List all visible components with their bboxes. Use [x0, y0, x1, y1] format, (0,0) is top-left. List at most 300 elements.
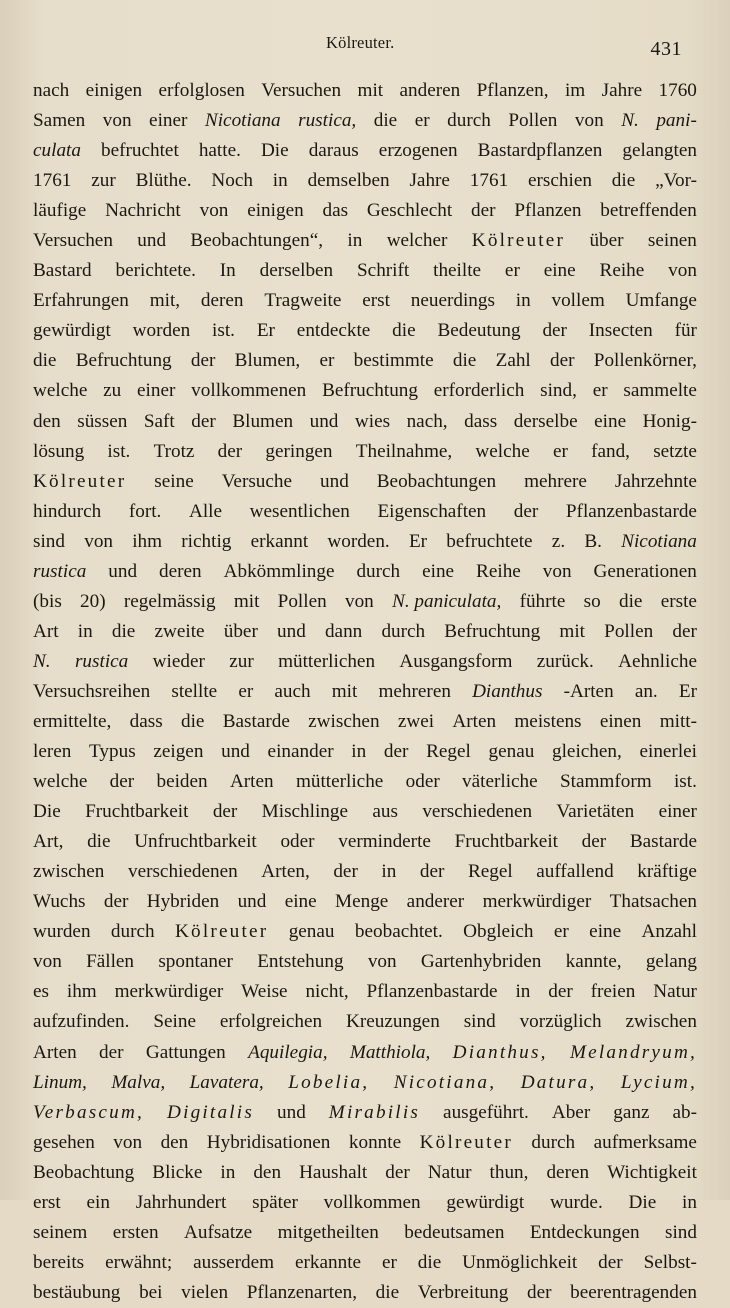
- word: welche: [33, 380, 88, 402]
- word: Selbst-: [643, 1251, 697, 1273]
- word: bestimmte: [353, 350, 434, 372]
- word: Beobachtung: [33, 1161, 135, 1183]
- word: Aufsatze: [184, 1221, 253, 1243]
- running-head: Kölreuter.: [326, 33, 395, 52]
- word: Geschlecht: [366, 200, 453, 222]
- word: läufige: [33, 200, 87, 222]
- word: eine: [589, 921, 622, 943]
- word: durch: [447, 110, 491, 132]
- word: er: [381, 1251, 397, 1273]
- word: derselbe: [513, 410, 578, 432]
- word: der: [550, 350, 575, 372]
- word: vielen: [181, 1281, 229, 1303]
- text-line: [33, 166, 697, 196]
- word: aus: [372, 801, 398, 823]
- word: von: [102, 110, 132, 132]
- word: sind: [33, 530, 65, 552]
- word: er: [552, 440, 568, 462]
- word: über: [589, 230, 624, 252]
- word: ab-: [672, 1101, 697, 1123]
- word: Befruchtung: [444, 620, 541, 642]
- text-line: [33, 917, 697, 947]
- word: Weise: [241, 981, 288, 1003]
- word: konnte: [348, 1131, 402, 1153]
- word: Pflanzen: [514, 200, 582, 222]
- word: culata: [33, 140, 81, 162]
- word: Art,: [33, 831, 64, 853]
- word: Abkömmlinge: [223, 560, 335, 582]
- word: beerentragenden: [570, 1281, 697, 1303]
- text-line: [33, 1007, 697, 1037]
- text-line: [33, 887, 697, 917]
- word: deren: [159, 560, 202, 582]
- word: meistens: [514, 710, 582, 732]
- word: bedeutsamen: [404, 1221, 505, 1243]
- text-line: [33, 857, 697, 887]
- word: Kölreuter: [174, 921, 269, 943]
- word: in: [381, 861, 397, 883]
- word: Wuchs: [33, 891, 86, 913]
- word: ist.: [673, 771, 697, 793]
- word: später: [252, 1191, 298, 1213]
- word: der: [471, 200, 496, 222]
- word: Reihe: [476, 560, 521, 582]
- word: Pollen: [604, 620, 654, 642]
- text-line: [33, 136, 697, 166]
- text-line: [33, 557, 697, 587]
- word: Pflanzenbastarde: [565, 500, 697, 522]
- word: seinem: [33, 1221, 88, 1243]
- word: einer: [658, 801, 697, 823]
- word: wurden: [33, 921, 91, 943]
- word: Die: [628, 1191, 657, 1213]
- word: ermittelte,: [33, 710, 112, 732]
- word: lösung: [33, 440, 85, 462]
- word: erste: [660, 590, 697, 612]
- word: einen: [599, 710, 642, 732]
- word: der: [672, 620, 697, 642]
- word: ausserdem: [193, 1251, 275, 1273]
- word: einer: [137, 380, 176, 402]
- word: Schrift: [357, 260, 410, 282]
- word: Pflanzen,: [476, 80, 549, 101]
- word: er: [238, 680, 254, 702]
- word: der: [383, 741, 409, 763]
- word: Nicotiana: [204, 110, 281, 132]
- word: Beobachtungen“,: [190, 230, 324, 252]
- word: mitt-: [659, 710, 697, 732]
- word: ist.: [212, 320, 235, 342]
- word: gewürdigt: [446, 1191, 525, 1213]
- word: Bastardpflanzen: [477, 140, 603, 162]
- word: die: [373, 110, 398, 132]
- word: Er: [256, 320, 275, 342]
- word: die: [87, 831, 111, 853]
- word: entdeckte: [296, 320, 371, 342]
- word: Befruchtung: [322, 380, 418, 402]
- word: Datura,: [520, 1071, 597, 1093]
- text-line: [33, 707, 697, 737]
- word: wesentlichen: [249, 500, 350, 522]
- word: Ausgangsform: [399, 650, 513, 672]
- word: und: [237, 891, 267, 913]
- word: Kölreuter: [471, 230, 566, 252]
- word: ein: [86, 1191, 110, 1213]
- word: Jahre: [409, 170, 450, 192]
- word: einerlei: [639, 741, 697, 763]
- word: dass: [464, 410, 498, 432]
- text-line: [33, 76, 697, 106]
- word: Blicke: [152, 1161, 203, 1183]
- word: gelang: [645, 951, 697, 973]
- word: von: [344, 590, 374, 612]
- text-line: [33, 407, 697, 437]
- word: 1760: [658, 80, 697, 101]
- word: B.: [584, 530, 602, 552]
- word: verschiedenen: [127, 861, 238, 883]
- word: er: [319, 350, 335, 372]
- word: der: [527, 1281, 552, 1303]
- text-line: [33, 1128, 697, 1158]
- word: auch: [274, 680, 311, 702]
- word: erfolgreichen: [219, 1011, 323, 1033]
- word: auffallend: [536, 861, 614, 883]
- word: zurück.: [536, 650, 594, 672]
- word: worden: [132, 320, 191, 342]
- word: anderer: [406, 891, 465, 913]
- word: wieder: [152, 650, 205, 672]
- word: der: [385, 1161, 410, 1183]
- word: Anzahl: [641, 921, 697, 943]
- word: 20): [80, 590, 106, 612]
- word: eine: [284, 891, 317, 913]
- text-line: [33, 346, 697, 376]
- word: den: [160, 1131, 189, 1153]
- word: Kölreuter: [33, 470, 127, 492]
- text-line: [33, 527, 697, 557]
- word: mit: [357, 80, 384, 101]
- text-line: [33, 1248, 697, 1278]
- word: von: [113, 1131, 143, 1153]
- word: Arten,: [261, 861, 310, 883]
- word: Linum,: [33, 1071, 87, 1093]
- text-line: [33, 316, 697, 346]
- word: Jahrzehnte: [614, 470, 697, 492]
- word: zwischen: [33, 861, 105, 883]
- text-line: [33, 617, 697, 647]
- word: Verbascum,: [33, 1101, 144, 1123]
- word: erst: [362, 290, 390, 312]
- word: Dianthus,: [452, 1041, 548, 1063]
- word: der: [513, 500, 539, 522]
- word: Kreuzungen: [346, 1011, 440, 1033]
- word: Arten: [452, 710, 497, 732]
- word: erfolglosen: [158, 80, 245, 101]
- text-line: [33, 437, 697, 467]
- word: Pollen: [508, 110, 558, 132]
- word: so: [583, 590, 601, 612]
- word: Arten: [33, 1041, 77, 1063]
- word: Unfruchtbarkeit: [134, 831, 257, 853]
- word: vollkommen: [323, 1191, 421, 1213]
- text-line: [33, 286, 697, 316]
- word: Alle: [188, 500, 223, 522]
- word: leren: [33, 741, 72, 763]
- word: der: [191, 410, 216, 432]
- word: derselben: [259, 260, 334, 282]
- word: gelangten: [622, 140, 697, 162]
- word: ihm: [66, 981, 97, 1003]
- word: der: [548, 981, 573, 1003]
- word: in: [77, 620, 93, 642]
- word: Insecten: [588, 320, 653, 342]
- word: Unmöglichkeit: [462, 1251, 578, 1273]
- text-line: [33, 587, 697, 617]
- word: von: [33, 951, 62, 973]
- word: hindurch: [33, 500, 102, 522]
- word: zur: [229, 650, 254, 672]
- word: rustica: [33, 560, 87, 582]
- word: gleichen,: [552, 741, 622, 763]
- word: durch: [381, 620, 426, 642]
- word: Umfange: [625, 290, 697, 312]
- word: mitgetheilten: [277, 1221, 379, 1243]
- word: erforderlich: [433, 380, 525, 402]
- word: und: [221, 741, 250, 763]
- word: Saft: [143, 410, 175, 432]
- word: verminderte: [338, 831, 431, 853]
- text-line: [33, 737, 697, 767]
- word: sind: [665, 1221, 697, 1243]
- word: von: [542, 560, 572, 582]
- text-line: [33, 647, 697, 677]
- word: in: [351, 741, 367, 763]
- word: erkannt: [250, 530, 309, 552]
- word: in: [220, 1161, 236, 1183]
- word: zur: [91, 170, 116, 192]
- word: Pollen: [277, 590, 327, 612]
- word: durch: [356, 560, 401, 582]
- word: z.: [551, 530, 566, 552]
- word: zwischen: [625, 1011, 697, 1033]
- word: es: [33, 981, 49, 1003]
- word: Versuchen: [261, 80, 342, 101]
- text-line: [33, 256, 697, 286]
- word: aufmerksame: [593, 1131, 697, 1153]
- word: Arten: [229, 771, 274, 793]
- word: die: [611, 170, 636, 192]
- word: Melandryum,: [569, 1041, 697, 1063]
- word: Honig-: [642, 410, 697, 432]
- word: Blüthe.: [135, 170, 192, 192]
- word: Bastarde: [629, 831, 697, 853]
- word: die: [618, 590, 643, 612]
- word: durch: [110, 921, 155, 943]
- word: N.: [33, 650, 51, 672]
- word: Nicotiana,: [393, 1071, 497, 1093]
- word: Bedeutung: [437, 320, 521, 342]
- word: genau: [488, 741, 535, 763]
- word: In: [219, 260, 236, 282]
- word: sind: [463, 1011, 496, 1033]
- word: Stammform: [559, 771, 652, 793]
- word: der: [598, 1251, 623, 1273]
- word: der: [99, 1041, 124, 1063]
- word: merkwürdiger: [482, 891, 592, 913]
- word: die: [180, 710, 205, 732]
- word: über: [223, 620, 258, 642]
- word: Menge: [335, 891, 389, 913]
- word: dass: [129, 710, 163, 732]
- word: Er: [678, 680, 697, 702]
- word: Die: [33, 801, 61, 823]
- word: Lycium,: [620, 1071, 697, 1093]
- word: den: [33, 410, 61, 432]
- word: vorzüglich: [519, 1011, 602, 1033]
- word: erzogenen: [378, 140, 458, 162]
- word: N.: [621, 110, 639, 132]
- word: Wichtigkeit: [607, 1161, 697, 1183]
- word: einer: [149, 110, 188, 132]
- word: vollem: [551, 290, 605, 312]
- word: nicht,: [305, 981, 349, 1003]
- word: ganz: [613, 1101, 650, 1123]
- word: an.: [634, 680, 658, 702]
- word: sammelte: [623, 380, 697, 402]
- word: erwähnt;: [105, 1251, 173, 1273]
- text-line: [33, 1218, 697, 1248]
- word: Blumen,: [234, 350, 301, 372]
- word: mit: [233, 590, 260, 612]
- word: Regel: [467, 861, 513, 883]
- word: in: [682, 1191, 697, 1213]
- word: süssen: [77, 410, 128, 432]
- word: erschien: [528, 170, 592, 192]
- word: Versuche: [221, 470, 293, 492]
- word: Aquilegia,: [248, 1041, 328, 1063]
- word: beiden: [156, 771, 208, 793]
- word: mit: [331, 680, 358, 702]
- word: beobachtet.: [354, 921, 443, 943]
- word: genau: [288, 921, 335, 943]
- word: zeigen: [153, 741, 204, 763]
- word: Kölreuter: [419, 1131, 513, 1153]
- word: neuerdings: [410, 290, 495, 312]
- word: oder: [280, 831, 315, 853]
- word: regelmässig: [123, 590, 216, 612]
- word: Reihe: [599, 260, 645, 282]
- word: sind,: [540, 380, 577, 402]
- word: von: [668, 260, 697, 282]
- word: zwei: [397, 710, 435, 732]
- word: Zahl: [495, 350, 531, 372]
- word: hatte.: [198, 140, 241, 162]
- word: Erfahrungen: [33, 290, 129, 312]
- word: er: [504, 260, 520, 282]
- word: Aehnliche: [618, 650, 697, 672]
- word: Noch: [211, 170, 253, 192]
- word: Hybridisationen: [206, 1131, 331, 1153]
- word: in: [347, 230, 363, 252]
- text-line: [33, 467, 697, 497]
- word: aufzufinden.: [33, 1011, 130, 1033]
- text-line: [33, 196, 697, 226]
- word: setzte: [653, 440, 697, 462]
- word: die: [111, 620, 136, 642]
- word: väterliche: [462, 771, 538, 793]
- word: der: [581, 831, 607, 853]
- word: dann: [324, 620, 363, 642]
- text-line: [33, 977, 697, 1007]
- word: ersten: [112, 1221, 159, 1243]
- word: mehrere: [524, 470, 587, 492]
- word: richtig: [181, 530, 232, 552]
- text-line: [33, 226, 697, 256]
- word: und: [309, 410, 339, 432]
- word: Seine: [153, 1011, 196, 1033]
- word: und: [137, 230, 167, 252]
- word: oder: [405, 771, 440, 793]
- word: durch: [531, 1131, 576, 1153]
- page-number: 431: [650, 38, 682, 60]
- word: betreffenden: [600, 200, 697, 222]
- word: einigen: [247, 200, 304, 222]
- text-line: [33, 1188, 697, 1218]
- word: von: [84, 530, 113, 552]
- word: fort.: [128, 500, 162, 522]
- word: in: [515, 290, 531, 312]
- word: wies: [354, 410, 391, 432]
- word: die: [417, 1251, 442, 1273]
- word: welche: [475, 440, 530, 462]
- word: Pollenkörner,: [593, 350, 697, 372]
- word: zwischen: [308, 710, 380, 732]
- word: seinen: [647, 230, 697, 252]
- word: bereits: [33, 1251, 85, 1273]
- word: er: [592, 380, 608, 402]
- word: Art: [33, 620, 59, 642]
- word: 1761: [33, 170, 72, 192]
- word: der: [333, 861, 358, 883]
- text-line: [33, 827, 697, 857]
- word: Natur: [653, 981, 697, 1003]
- word: Beobachtungen: [376, 470, 497, 492]
- text-line: [33, 767, 697, 797]
- word: Mischlinge: [261, 801, 349, 823]
- word: welche: [33, 771, 88, 793]
- word: ist.: [107, 440, 131, 462]
- word: befruchtete: [446, 530, 533, 552]
- word: freien: [590, 981, 636, 1003]
- word: die: [452, 350, 477, 372]
- word: deren: [200, 290, 244, 312]
- word: Lobelia,: [288, 1071, 370, 1093]
- word: Trotz: [153, 440, 195, 462]
- text-line: [33, 677, 697, 707]
- word: Mirabilis: [328, 1101, 421, 1123]
- text-line: [33, 1158, 697, 1188]
- word: bestäubung: [33, 1281, 121, 1303]
- word: einander: [267, 741, 334, 763]
- word: Typus: [89, 741, 136, 763]
- word: der: [217, 440, 243, 462]
- word: pani-: [656, 110, 697, 132]
- word: für: [674, 320, 697, 342]
- text-line: [33, 1068, 697, 1098]
- word: mehreren: [378, 680, 451, 702]
- word: mit,: [149, 290, 181, 312]
- word: ausgeführt.: [443, 1101, 529, 1123]
